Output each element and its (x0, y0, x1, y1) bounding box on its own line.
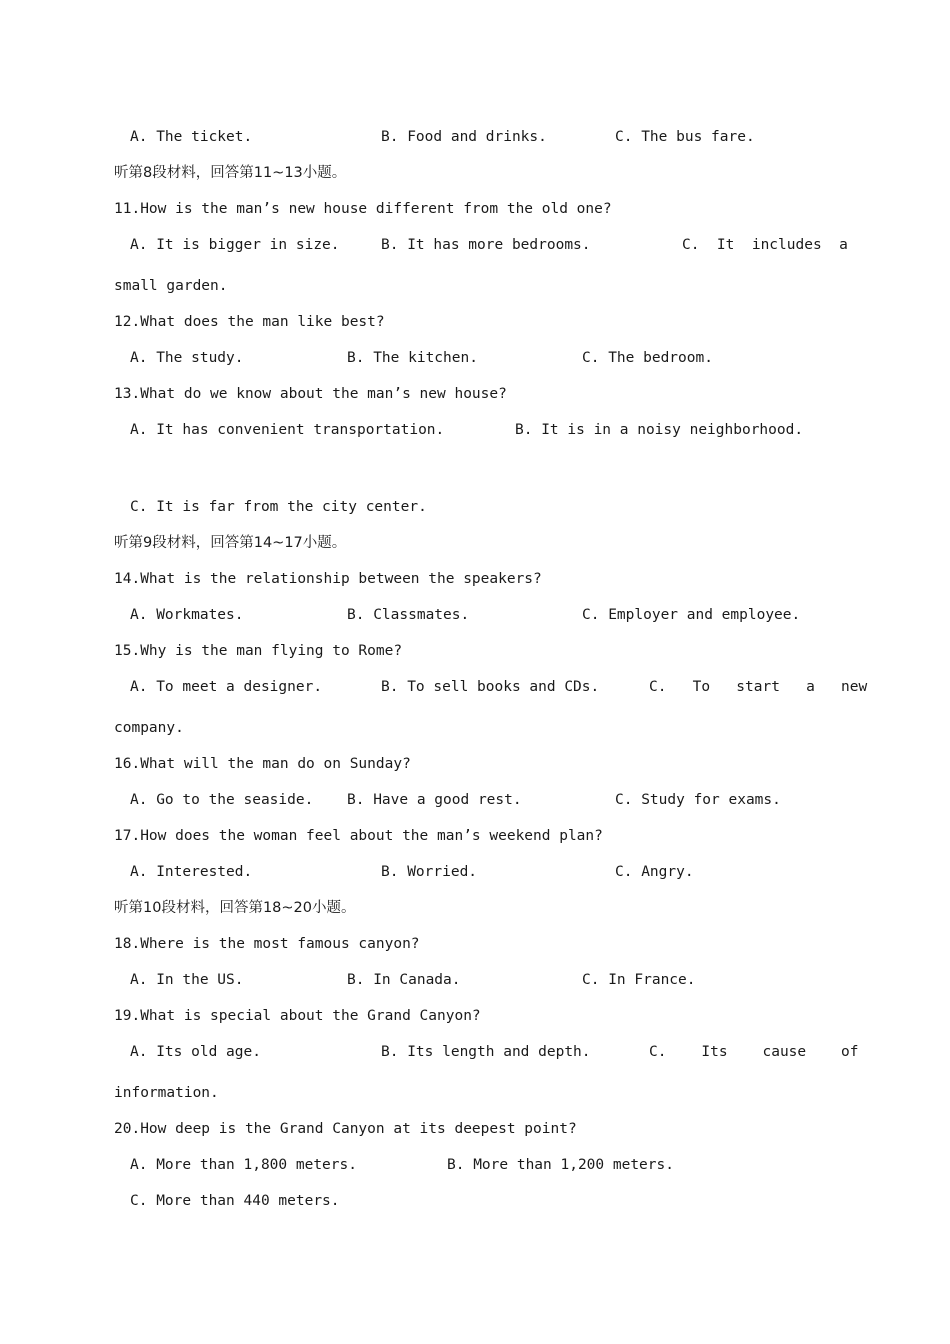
q18-option-c: C. In France. (582, 972, 696, 988)
q11-option-c: C. It includes a (682, 237, 848, 253)
q10-option-b: B. Food and drinks. (381, 129, 547, 145)
q17-option-c: C. Angry. (615, 864, 694, 880)
q11-option-c-cont: small garden. (114, 278, 228, 294)
q14-option-b: B. Classmates. (347, 607, 470, 623)
q18-question: 18.Where is the most famous canyon? (114, 936, 420, 952)
q16-question: 16.What will the man do on Sunday? (114, 756, 411, 772)
q19-option-c-cont: information. (114, 1085, 219, 1101)
q13-option-c: C. It is far from the city center. (130, 499, 427, 515)
q15-option-a: A. To meet a designer. (130, 679, 323, 695)
q17-question: 17.How does the woman feel about the man’s weekend plan? (114, 828, 603, 844)
q16-option-b: B. Have a good rest. (347, 792, 522, 808)
q14-option-a: A. Workmates. (130, 607, 244, 623)
q20-question: 20.How deep is the Grand Canyon at its deepest point? (114, 1121, 577, 1137)
q11-option-b: B. It has more bedrooms. (381, 237, 591, 253)
q17-option-a: A. Interested. (130, 864, 253, 880)
q15-option-b: B. To sell books and CDs. (381, 679, 600, 695)
q18-option-b: B. In Canada. (347, 972, 461, 988)
q16-option-c: C. Study for exams. (615, 792, 781, 808)
q15-question: 15.Why is the man flying to Rome? (114, 643, 403, 659)
q19-option-c: C. Its cause of (649, 1044, 859, 1060)
q11-question: 11.How is the man’s new house different from the old one? (114, 201, 612, 217)
q12-option-a: A. The study. (130, 350, 244, 366)
q15-option-c: C. To start a new (649, 679, 868, 695)
q18-option-a: A. In the US. (130, 972, 244, 988)
q10-option-a: A. The ticket. (130, 129, 253, 145)
q12-option-c: C. The bedroom. (582, 350, 713, 366)
section-8-heading: 听第8段材料，回答第11~13小题。 (114, 165, 347, 181)
q15-option-c-cont: company. (114, 720, 184, 736)
q20-option-c: C. More than 440 meters. (130, 1193, 340, 1209)
q16-option-a: A. Go to the seaside. (130, 792, 314, 808)
q19-option-a: A. Its old age. (130, 1044, 261, 1060)
q14-question: 14.What is the relationship between the speakers? (114, 571, 542, 587)
q20-option-a: A. More than 1,800 meters. (130, 1157, 357, 1173)
q19-option-b: B. Its length and depth. (381, 1044, 591, 1060)
q19-question: 19.What is special about the Grand Canyon? (114, 1008, 481, 1024)
section-10-heading: 听第10段材料，回答第18~20小题。 (114, 900, 356, 916)
q20-option-b: B. More than 1,200 meters. (447, 1157, 674, 1173)
q11-option-a: A. It is bigger in size. (130, 237, 340, 253)
q14-option-c: C. Employer and employee. (582, 607, 801, 623)
q17-option-b: B. Worried. (381, 864, 478, 880)
q12-option-b: B. The kitchen. (347, 350, 478, 366)
q13-option-b: B. It is in a noisy neighborhood. (515, 422, 804, 438)
q10-option-c: C. The bus fare. (615, 129, 755, 145)
q12-question: 12.What does the man like best? (114, 314, 385, 330)
q13-option-a: A. It has convenient transportation. (130, 422, 445, 438)
q13-question: 13.What do we know about the man’s new house? (114, 386, 507, 402)
section-9-heading: 听第9段材料，回答第14~17小题。 (114, 535, 347, 551)
